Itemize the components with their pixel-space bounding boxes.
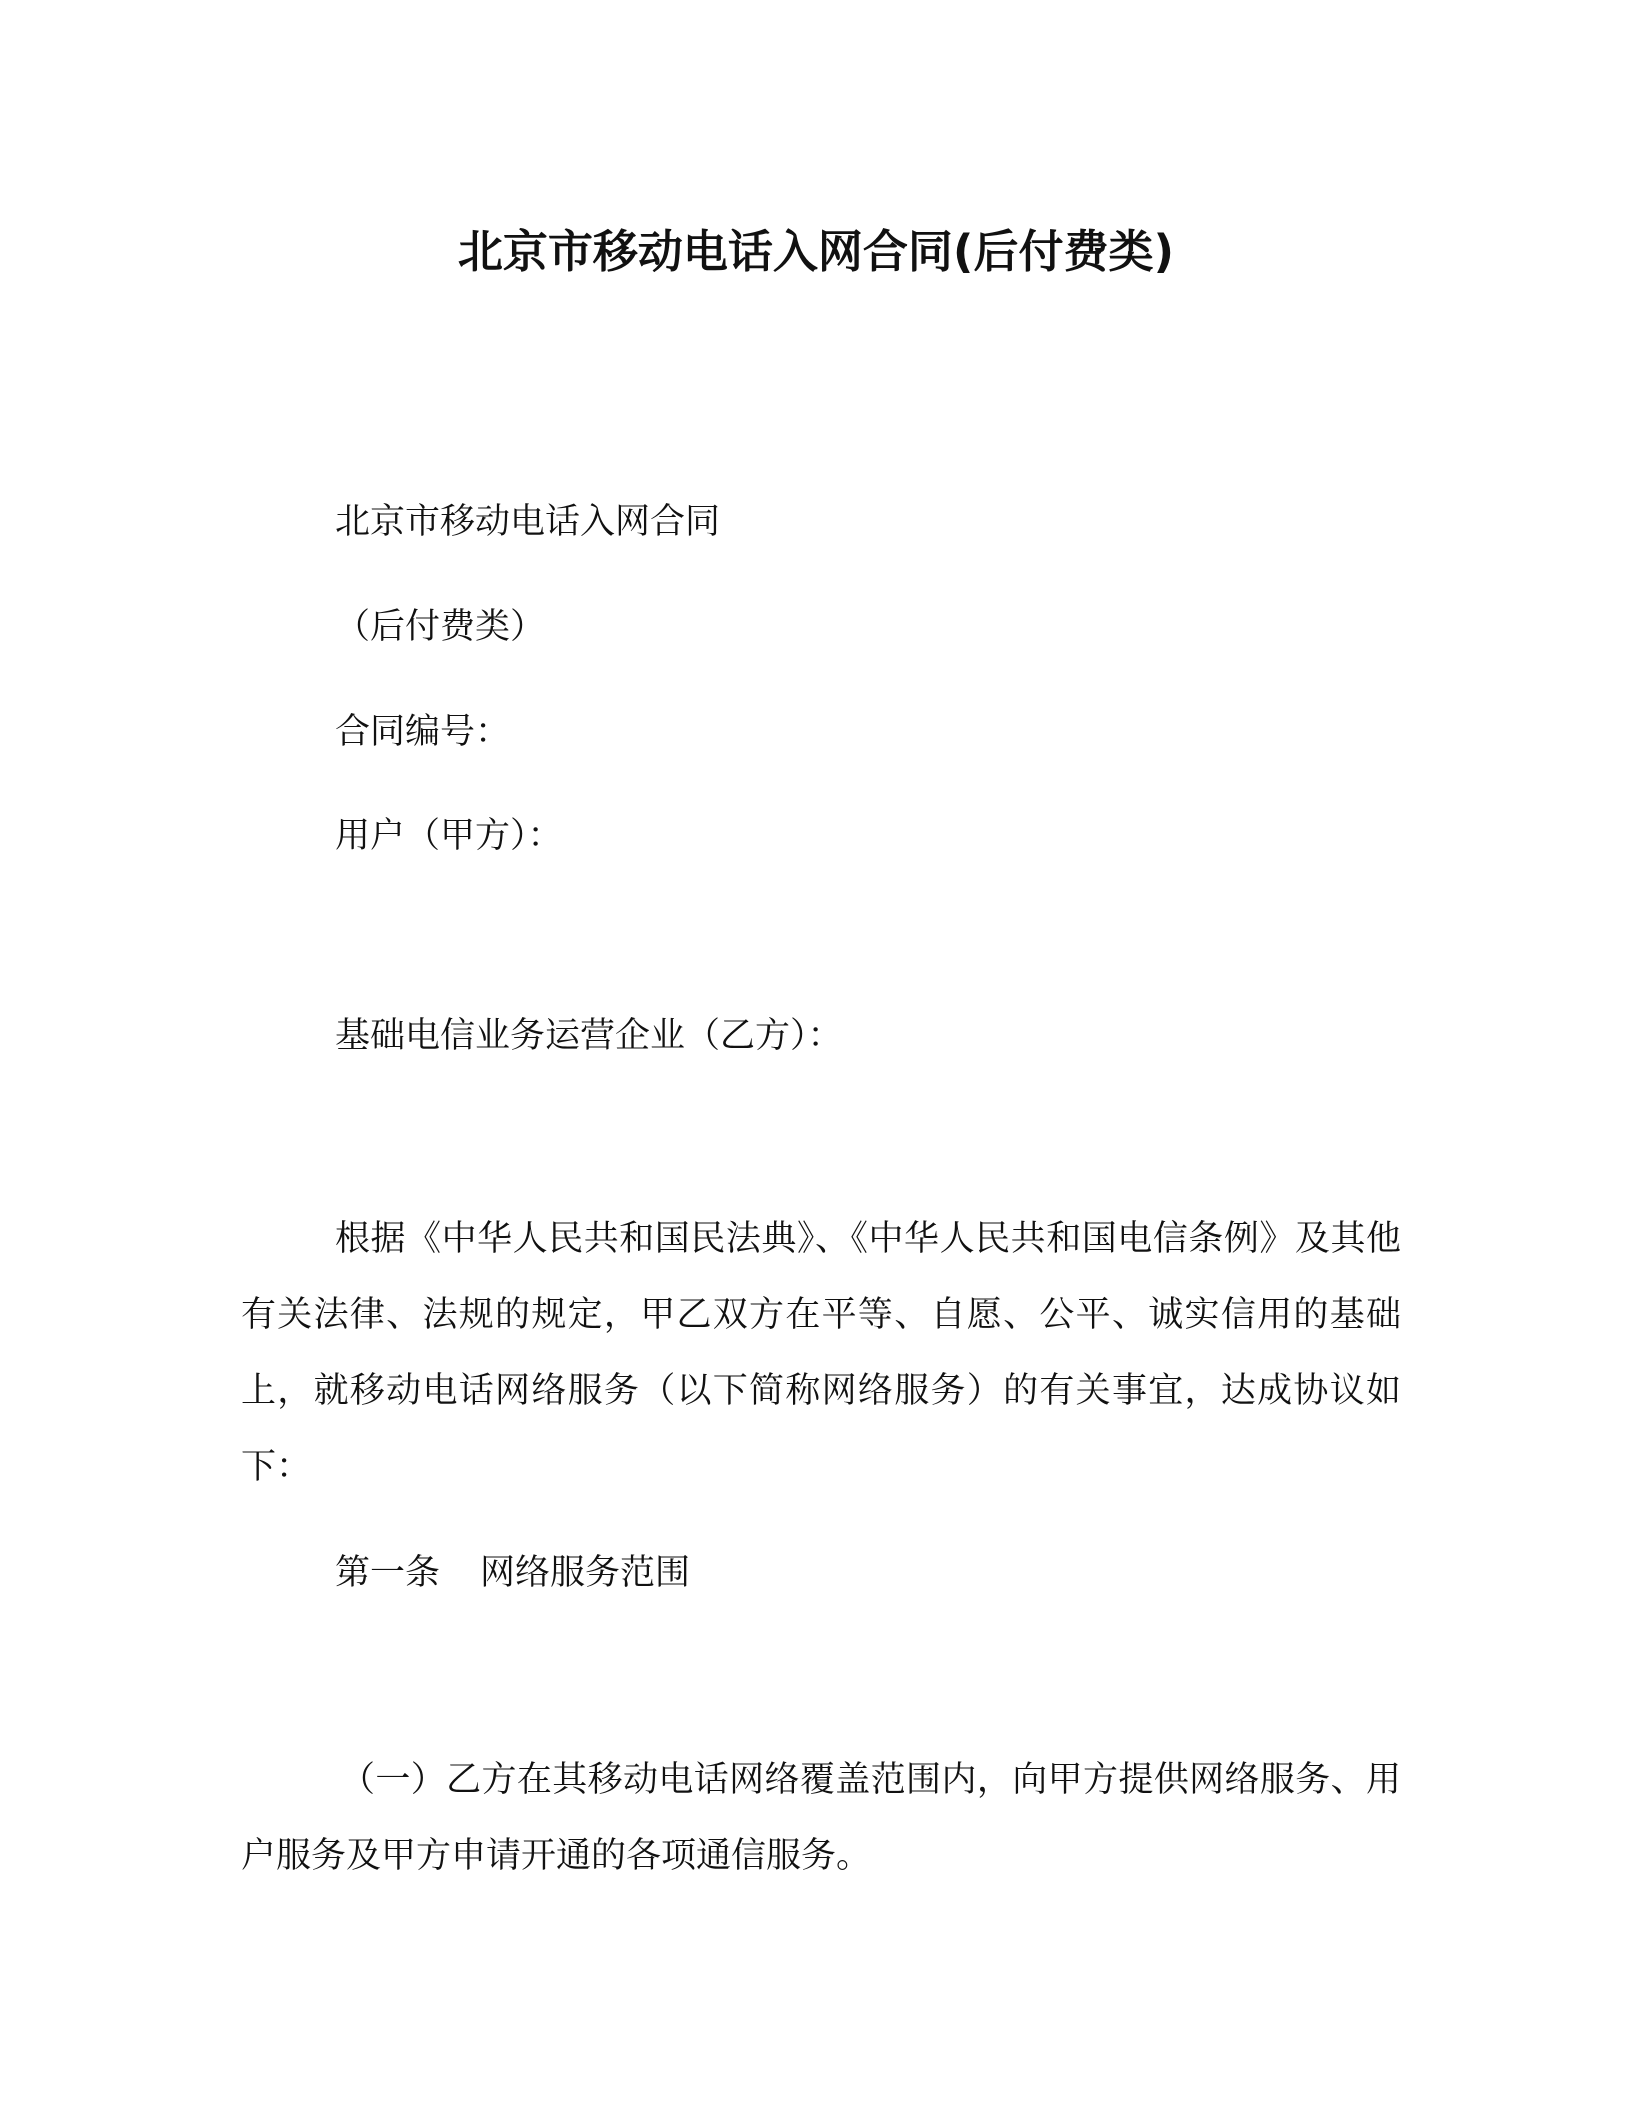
party-b-label: 基础电信业务运营企业（乙方）： bbox=[335, 1016, 843, 1056]
contract-heading-line1: 北京市移动电话入网合同 bbox=[335, 502, 721, 542]
article-1-heading bbox=[335, 1548, 690, 1598]
document-title: 北京市移动电话入网合同(后付费类) bbox=[457, 225, 1175, 278]
article-1-title: 网络服务范围 bbox=[480, 1553, 691, 1593]
clause-1-paragraph: （一）乙方在其移动电话网络覆盖范围内，向甲方提供网络服务、用户服务及甲方申请开通的各项通信服务。 bbox=[241, 1760, 1401, 1876]
contract-heading-line2: （后付费类） bbox=[335, 607, 546, 647]
preamble-paragraph: 根据《中华人民共和国民法典》、《中华人民共和国电信条例》及其他有关法律、法规的规定，甲乙双方在平等、自愿、公平、诚实信用的基础上，就移动电话网络服务（以下简称网络服务）的有关事宜，达成协议如下： bbox=[241, 1219, 1401, 1487]
party-a-label: 用户（甲方）： bbox=[335, 816, 563, 856]
contract-number-label: 合同编号： bbox=[335, 712, 511, 752]
article-1-number: 第一条 bbox=[335, 1553, 441, 1593]
